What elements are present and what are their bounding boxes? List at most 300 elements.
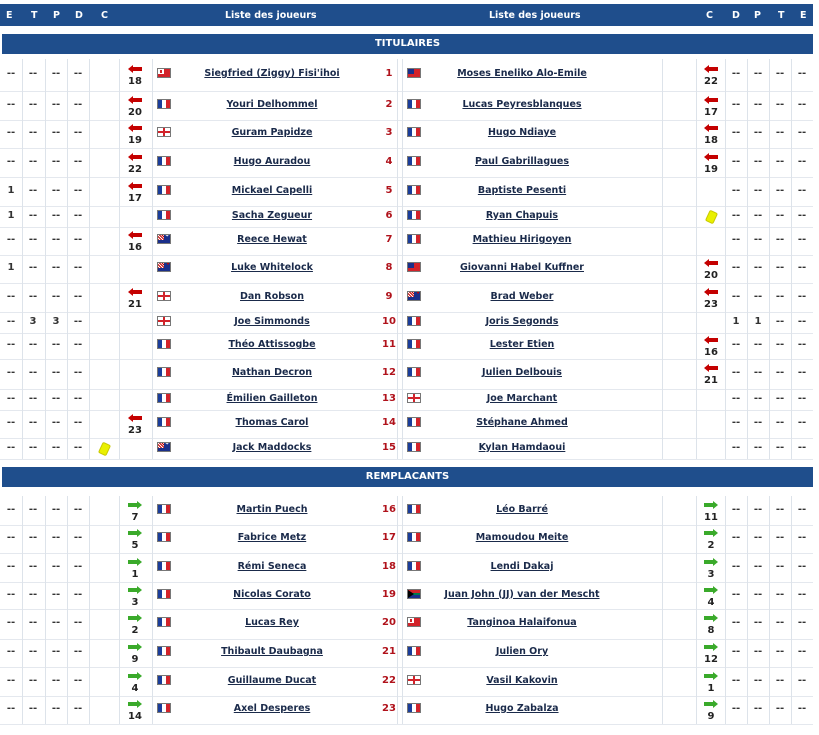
column-divider — [662, 227, 663, 255]
column-divider — [89, 410, 90, 438]
column-divider — [696, 438, 697, 459]
right-stat-cell: -- — [797, 234, 807, 245]
col-header-p-left: P — [53, 10, 60, 21]
column-divider — [662, 410, 663, 438]
column-divider — [662, 359, 663, 389]
starter-row — [0, 255, 813, 284]
right-stat-cell: -- — [775, 417, 785, 428]
left-stat-cell: 3 — [29, 315, 37, 327]
column-divider — [119, 609, 120, 639]
left-stat-cell: -- — [28, 532, 38, 543]
left-stat-cell: -- — [51, 392, 61, 404]
right-stat-cell: -- — [731, 588, 741, 600]
column-divider — [402, 333, 403, 359]
column-divider — [696, 525, 697, 553]
col-header-e-right: E — [800, 10, 807, 21]
right-player-name-link[interactable]: Lendi Dakaj — [490, 560, 554, 572]
right-sub-minute: 1 — [707, 682, 715, 694]
left-stat-cell: -- — [6, 127, 16, 138]
right-stat-cell: -- — [797, 560, 807, 572]
left-player-name-link[interactable]: Théo Attissogbe — [228, 339, 316, 350]
column-divider — [89, 148, 90, 177]
right-stat-cell: -- — [753, 441, 763, 453]
jersey-number: 4 — [385, 155, 393, 167]
right-stat-cell: -- — [753, 588, 763, 600]
left-player-name-link[interactable]: Luke Whitelock — [231, 262, 313, 273]
right-player-name-link[interactable]: Baptiste Pesenti — [477, 184, 567, 196]
right-stat-cell: -- — [753, 617, 763, 628]
starter-row — [0, 177, 813, 207]
left-stat-cell: 1 — [7, 184, 15, 196]
column-divider — [696, 667, 697, 696]
col-header-players-left: Liste des joueurs — [225, 10, 317, 21]
left-player-name-link[interactable]: Nicolas Corato — [233, 588, 311, 600]
left-stat-cell: -- — [28, 646, 38, 657]
right-stat-cell: -- — [797, 290, 807, 302]
left-stat-cell: -- — [6, 155, 16, 167]
column-divider — [89, 496, 90, 525]
column-divider — [119, 639, 120, 667]
column-divider — [402, 59, 403, 91]
left-stat-cell: -- — [6, 367, 16, 378]
right-stat-cell: -- — [797, 339, 807, 350]
left-player-name-link[interactable]: Mickael Capelli — [231, 184, 313, 196]
starter-row — [0, 148, 813, 178]
sub-row — [0, 496, 813, 526]
jersey-number: 10 — [382, 315, 396, 327]
column-divider — [89, 227, 90, 255]
right-stat-cell: -- — [797, 646, 807, 657]
left-stat-cell: -- — [28, 339, 38, 350]
left-player-name-link[interactable]: Nathan Decron — [231, 367, 313, 378]
left-stat-cell: -- — [6, 441, 16, 453]
left-stat-cell: -- — [51, 98, 61, 110]
left-stat-cell: -- — [51, 417, 61, 428]
right-player-name-link[interactable]: Ryan Chapuis — [485, 209, 559, 221]
column-divider — [662, 667, 663, 696]
substitution-in-icon — [128, 529, 142, 537]
jersey-number: 8 — [385, 262, 393, 273]
right-player-name-link[interactable]: Hugo Zabalza — [485, 703, 559, 714]
left-player-name-link[interactable]: Guram Papidze — [231, 127, 313, 138]
right-stat-cell: -- — [731, 503, 741, 515]
left-stat-cell: -- — [28, 234, 38, 245]
left-sub-minute: 5 — [131, 540, 139, 551]
column-divider — [119, 255, 120, 283]
right-stat-cell: -- — [775, 68, 785, 79]
column-divider — [402, 438, 403, 459]
substitution-out-icon — [704, 364, 718, 372]
column-divider — [152, 120, 153, 148]
left-stat-cell: -- — [28, 560, 38, 572]
right-stat-cell: -- — [797, 703, 807, 714]
column-divider — [402, 389, 403, 410]
left-stat-cell: -- — [73, 588, 83, 600]
right-player-name-link[interactable]: Giovanni Habel Kuffner — [460, 262, 584, 273]
column-divider — [119, 667, 120, 696]
right-stat-cell: -- — [753, 417, 763, 428]
right-stat-cell: -- — [775, 703, 785, 714]
left-player-name-link[interactable]: Thomas Carol — [235, 417, 309, 428]
starter-row — [0, 359, 813, 390]
starter-row — [0, 59, 813, 92]
jersey-number: 21 — [382, 646, 396, 657]
column-divider — [402, 120, 403, 148]
left-stat-cell: -- — [28, 441, 38, 453]
column-divider — [402, 206, 403, 227]
right-player-name-link[interactable]: Paul Gabrillagues — [475, 155, 569, 167]
right-stat-cell: -- — [753, 262, 763, 273]
left-stat-cell: -- — [6, 417, 16, 428]
right-stat-cell: -- — [731, 127, 741, 138]
column-divider — [402, 91, 403, 120]
left-stat-cell: -- — [73, 209, 83, 221]
left-player-name-link[interactable]: Fabrice Metz — [237, 532, 307, 543]
right-stat-cell: -- — [775, 674, 785, 686]
sub-row — [0, 696, 813, 725]
right-player-name-link[interactable]: Brad Weber — [490, 290, 554, 302]
left-stat-cell: -- — [6, 646, 16, 657]
left-stat-cell: -- — [6, 588, 16, 600]
left-stat-cell: -- — [28, 290, 38, 302]
column-divider — [119, 59, 120, 91]
sub-row — [0, 582, 813, 610]
column-divider — [662, 177, 663, 206]
column-divider — [89, 359, 90, 389]
left-stat-cell: -- — [6, 68, 16, 79]
sub-row — [0, 525, 813, 554]
column-divider — [152, 312, 153, 333]
left-stat-cell: -- — [73, 127, 83, 138]
starter-row — [0, 410, 813, 439]
column-divider — [662, 496, 663, 525]
left-stat-cell: -- — [51, 209, 61, 221]
left-sub-minute: 17 — [128, 192, 142, 204]
starter-row — [0, 312, 813, 334]
left-sub-minute: 16 — [128, 242, 142, 253]
jersey-number: 16 — [382, 503, 396, 515]
left-sub-minute: 1 — [131, 568, 139, 580]
column-divider — [119, 438, 120, 459]
substitution-out-icon — [704, 336, 718, 344]
jersey-number: 13 — [382, 392, 396, 404]
column-divider — [152, 148, 153, 177]
jersey-number: 15 — [382, 441, 396, 453]
left-stat-cell: -- — [73, 441, 83, 453]
right-stat-cell: -- — [775, 560, 785, 572]
column-divider — [402, 177, 403, 206]
jersey-number: 6 — [385, 209, 393, 221]
substitution-out-icon — [128, 124, 142, 132]
right-player-name-link[interactable]: Joe Marchant — [486, 392, 558, 404]
starter-row — [0, 438, 813, 460]
right-stat-cell: -- — [797, 532, 807, 543]
right-sub-minute: 4 — [707, 596, 715, 608]
left-sub-minute: 3 — [131, 596, 139, 608]
column-divider — [89, 206, 90, 227]
left-player-name-link[interactable]: Émilien Gailleton — [226, 392, 318, 404]
column-divider — [402, 696, 403, 724]
left-stat-cell: 1 — [7, 262, 15, 273]
right-stat-cell: -- — [753, 560, 763, 572]
left-stat-cell: -- — [6, 532, 16, 543]
left-stat-cell: -- — [28, 367, 38, 378]
column-divider — [402, 283, 403, 312]
right-stat-cell: -- — [731, 674, 741, 686]
column-divider — [696, 206, 697, 227]
starter-row — [0, 389, 813, 411]
column-divider — [662, 206, 663, 227]
column-divider — [696, 553, 697, 582]
right-player-name-link[interactable]: Juan John (JJ) van der Mescht — [444, 588, 600, 600]
right-player-name-link[interactable]: Léo Barré — [496, 503, 548, 515]
left-stat-cell: -- — [73, 234, 83, 245]
left-stat-cell: -- — [73, 392, 83, 404]
starter-row — [0, 120, 813, 149]
left-stat-cell: -- — [51, 703, 61, 714]
column-divider — [402, 525, 403, 553]
left-player-name-link[interactable]: Thibault Daubagna — [221, 646, 323, 657]
jersey-number: 12 — [382, 367, 396, 378]
substitution-in-icon — [128, 558, 142, 566]
left-player-name-link[interactable]: Axel Desperes — [233, 703, 311, 714]
right-stat-cell: -- — [775, 98, 785, 110]
left-player-name-link[interactable]: Martin Puech — [236, 503, 308, 515]
right-stat-cell: -- — [775, 588, 785, 600]
column-divider — [152, 283, 153, 312]
column-divider — [696, 255, 697, 283]
left-player-name-link[interactable]: Joe Simmonds — [234, 315, 310, 327]
left-sub-minute: 19 — [128, 135, 142, 146]
right-player-name-link[interactable]: Joris Segonds — [485, 315, 559, 327]
left-player-name-link[interactable]: Guillaume Ducat — [227, 674, 317, 686]
column-divider — [696, 59, 697, 91]
column-divider — [119, 696, 120, 724]
jersey-number: 5 — [385, 184, 393, 196]
left-player-name-link[interactable]: Youri Delhommel — [226, 98, 318, 110]
left-stat-cell: 3 — [52, 315, 60, 327]
substitution-out-icon — [704, 96, 718, 104]
right-player-name-link[interactable]: Tanginoa Halaifonua — [467, 617, 577, 628]
left-stat-cell: -- — [73, 417, 83, 428]
section-title-starters: TITULAIRES — [374, 38, 441, 49]
column-divider — [662, 333, 663, 359]
right-stat-cell: -- — [775, 617, 785, 628]
right-stat-cell: -- — [753, 674, 763, 686]
left-stat-cell: -- — [28, 68, 38, 79]
column-divider — [119, 525, 120, 553]
column-divider — [402, 496, 403, 525]
column-divider — [152, 359, 153, 389]
right-stat-cell: -- — [731, 155, 741, 167]
column-header-bar — [0, 4, 813, 26]
right-stat-cell: -- — [775, 646, 785, 657]
column-divider — [119, 333, 120, 359]
column-divider — [662, 91, 663, 120]
left-sub-minute: 2 — [131, 625, 139, 636]
right-stat-cell: -- — [775, 234, 785, 245]
column-divider — [152, 496, 153, 525]
right-stat-cell: -- — [753, 155, 763, 167]
column-divider — [119, 91, 120, 120]
right-stat-cell: -- — [775, 315, 785, 327]
right-stat-cell: -- — [731, 339, 741, 350]
right-stat-cell: -- — [797, 262, 807, 273]
right-player-name-link[interactable]: Moses Eneliko Alo-Emile — [457, 68, 587, 79]
right-player-name-link[interactable]: Kylan Hamdaoui — [478, 441, 566, 453]
right-stat-cell: -- — [753, 703, 763, 714]
right-stat-cell: -- — [753, 367, 763, 378]
right-stat-cell: -- — [797, 417, 807, 428]
column-divider — [152, 389, 153, 410]
right-stat-cell: -- — [753, 503, 763, 515]
right-stat-cell: -- — [775, 209, 785, 221]
right-stat-cell: 1 — [754, 315, 762, 327]
right-stat-cell: -- — [797, 315, 807, 327]
left-stat-cell: -- — [6, 290, 16, 302]
right-player-name-link[interactable]: Julien Delbouis — [482, 367, 562, 378]
left-stat-cell: -- — [73, 68, 83, 79]
jersey-number: 18 — [382, 560, 396, 572]
right-player-name-link[interactable]: Julien Ory — [495, 646, 549, 657]
substitution-in-icon — [704, 529, 718, 537]
left-stat-cell: -- — [73, 98, 83, 110]
right-sub-minute: 8 — [707, 625, 715, 636]
substitution-out-icon — [128, 96, 142, 104]
left-player-name-link[interactable]: Sacha Zegueur — [231, 209, 313, 221]
column-divider — [152, 667, 153, 696]
column-divider — [152, 410, 153, 438]
column-divider — [696, 283, 697, 312]
right-stat-cell: -- — [775, 127, 785, 138]
col-header-t-right: T — [778, 10, 785, 21]
column-divider — [152, 582, 153, 609]
column-divider — [119, 120, 120, 148]
left-sub-minute: 21 — [128, 298, 142, 310]
right-stat-cell: -- — [731, 209, 741, 221]
left-player-name-link[interactable]: Jack Maddocks — [232, 441, 312, 453]
right-player-name-link[interactable]: Hugo Ndiaye — [487, 127, 557, 138]
jersey-number: 14 — [382, 417, 396, 428]
substitution-out-icon — [704, 65, 718, 73]
right-stat-cell: -- — [797, 367, 807, 378]
right-player-name-link[interactable]: Mathieu Hirigoyen — [472, 234, 572, 245]
right-player-name-link[interactable]: Stéphane Ahmed — [476, 417, 568, 428]
sub-row — [0, 667, 813, 697]
substitution-out-icon — [704, 153, 718, 161]
column-divider — [696, 227, 697, 255]
column-divider — [402, 410, 403, 438]
right-player-name-link[interactable]: Vasil Kakovin — [486, 674, 558, 686]
right-stat-cell: -- — [775, 262, 785, 273]
left-sub-minute: 4 — [131, 682, 139, 694]
left-stat-cell: -- — [51, 588, 61, 600]
left-stat-cell: -- — [51, 367, 61, 378]
column-divider — [662, 148, 663, 177]
column-divider — [119, 177, 120, 206]
left-stat-cell: -- — [73, 155, 83, 167]
right-stat-cell: -- — [731, 392, 741, 404]
column-divider — [89, 609, 90, 639]
column-divider — [89, 696, 90, 724]
right-stat-cell: -- — [731, 441, 741, 453]
substitution-out-icon — [128, 414, 142, 422]
left-player-name-link[interactable]: Dan Robson — [240, 290, 304, 302]
right-sub-minute: 19 — [704, 163, 718, 175]
column-divider — [89, 639, 90, 667]
column-divider — [662, 582, 663, 609]
column-divider — [152, 255, 153, 283]
right-player-name-link[interactable]: Mamoudou Meite — [475, 532, 569, 543]
right-stat-cell: -- — [753, 184, 763, 196]
column-divider — [402, 582, 403, 609]
column-divider — [119, 312, 120, 333]
left-stat-cell: -- — [51, 532, 61, 543]
left-stat-cell: -- — [28, 184, 38, 196]
column-divider — [402, 148, 403, 177]
sub-row — [0, 553, 813, 583]
left-stat-cell: -- — [51, 234, 61, 245]
left-stat-cell: -- — [73, 532, 83, 543]
column-divider — [119, 283, 120, 312]
left-stat-cell: -- — [51, 262, 61, 273]
left-stat-cell: -- — [6, 339, 16, 350]
column-divider — [152, 639, 153, 667]
right-player-name-link[interactable]: Lester Etien — [489, 339, 555, 350]
substitution-in-icon — [128, 501, 142, 509]
right-stat-cell: -- — [753, 392, 763, 404]
column-divider — [119, 496, 120, 525]
section-bar-subs — [2, 467, 813, 487]
sub-row — [0, 639, 813, 668]
left-player-name-link[interactable]: Hugo Auradou — [233, 155, 311, 167]
right-stat-cell: -- — [797, 155, 807, 167]
left-stat-cell: -- — [73, 503, 83, 515]
substitution-in-icon — [128, 672, 142, 680]
left-player-name-link[interactable]: Siegfried (Ziggy) Fisi'ihoi — [204, 68, 340, 79]
right-stat-cell: -- — [797, 617, 807, 628]
left-player-name-link[interactable]: Rémi Seneca — [237, 560, 307, 572]
column-divider — [402, 255, 403, 283]
right-stat-cell: -- — [731, 98, 741, 110]
column-divider — [696, 639, 697, 667]
left-sub-minute: 18 — [128, 76, 142, 87]
left-stat-cell: -- — [51, 441, 61, 453]
right-stat-cell: -- — [731, 646, 741, 657]
left-stat-cell: -- — [6, 392, 16, 404]
left-stat-cell: -- — [51, 339, 61, 350]
jersey-number: 9 — [385, 290, 393, 302]
right-stat-cell: -- — [731, 560, 741, 572]
right-sub-minute: 18 — [704, 135, 718, 146]
jersey-number: 17 — [382, 532, 396, 543]
starter-row — [0, 227, 813, 256]
column-divider — [89, 120, 90, 148]
left-player-name-link[interactable]: Reece Hewat — [237, 234, 307, 245]
column-divider — [119, 410, 120, 438]
left-player-name-link[interactable]: Lucas Rey — [245, 617, 299, 628]
column-divider — [152, 438, 153, 459]
left-stat-cell: -- — [51, 503, 61, 515]
right-stat-cell: -- — [731, 532, 741, 543]
right-stat-cell: -- — [753, 290, 763, 302]
right-stat-cell: -- — [797, 184, 807, 196]
right-player-name-link[interactable]: Lucas Peyresblanques — [462, 98, 582, 110]
left-stat-cell: -- — [6, 98, 16, 110]
left-stat-cell: -- — [28, 262, 38, 273]
left-sub-minute: 7 — [131, 511, 139, 523]
right-stat-cell: -- — [797, 588, 807, 600]
